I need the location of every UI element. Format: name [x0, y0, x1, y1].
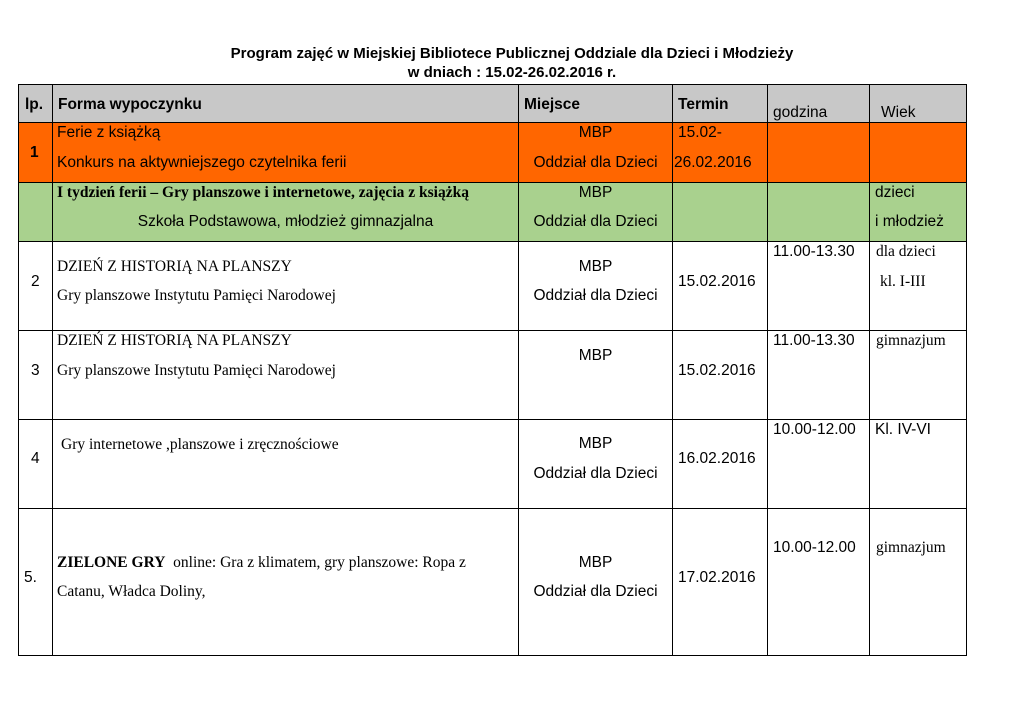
row-3-forma-line-2: Gry planszowe Instytutu Pamięci Narodowej: [57, 362, 336, 379]
row-2-termin: 15.02.2016: [678, 273, 756, 290]
row-green-miejsce-line-2: Oddział dla Dzieci: [533, 213, 658, 230]
row-2-wiek-line-1: dla dzieci: [876, 243, 936, 260]
row-green-forma-line-2: Szkoła Podstawowa, młodzież gimnazjalna: [137, 213, 434, 230]
row-1-miejsce-line-2: Oddział dla Dzieci: [533, 154, 658, 171]
row-1-lp: 1: [30, 144, 39, 161]
row-2-godzina: 11.00-13.30: [773, 243, 855, 260]
row-5-wiek: gimnazjum: [876, 539, 946, 556]
row-4-miejsce-line-2: Oddział dla Dzieci: [533, 465, 658, 482]
row-5-miejsce-line-1: MBP: [578, 554, 613, 571]
row-3-godzina: 11.00-13.30: [773, 332, 855, 349]
row-1-forma-line-2: Konkurs na aktywniejszego czytelnika ferii: [57, 154, 347, 171]
header-wiek: Wiek: [881, 104, 916, 121]
row-1-termin-line-2: 26.02.2016: [674, 154, 752, 171]
row-3-wiek: gimnazjum: [876, 332, 946, 349]
row-5-forma-bold: ZIELONE GRY: [57, 554, 166, 571]
row-green-miejsce-line-1: MBP: [578, 184, 613, 201]
row-2-wiek-line-2: kl. I-III: [880, 273, 926, 290]
row-3-termin: 15.02.2016: [678, 362, 756, 379]
header-lp: lp.: [25, 96, 44, 113]
row-5-forma-rest: online: Gra z klimatem, gry planszowe: Ropa z: [165, 554, 466, 571]
row-green-wiek-line-2: i młodzież: [875, 213, 944, 230]
title-line-1: Program zajęć w Miejskiej Bibliotece Publicznej Oddziale dla Dzieci i Młodzieży: [230, 45, 794, 62]
header-termin: Termin: [678, 96, 729, 113]
row-5-godzina: 10.00-12.00: [773, 539, 856, 556]
row-green-wiek-line-1: dzieci: [875, 184, 915, 201]
row-3-forma-line-1: DZIEŃ Z HISTORIĄ NA PLANSZY: [57, 332, 292, 349]
row-4-termin: 16.02.2016: [678, 450, 756, 467]
header-godzina: godzina: [773, 104, 828, 121]
row-5-miejsce-line-2: Oddział dla Dzieci: [533, 583, 658, 600]
row-3-miejsce: MBP: [578, 347, 613, 364]
header-miejsce: Miejsce: [524, 96, 581, 113]
row-5-forma-line-1: [57, 554, 466, 572]
row-4-lp: 4: [31, 450, 40, 467]
row-3-lp: 3: [31, 362, 40, 379]
row-1-miejsce-line-1: MBP: [578, 124, 613, 141]
row-4-wiek: Kl. IV-VI: [875, 421, 931, 438]
row-green-forma-line-1: I tydzień ferii – Gry planszowe i internetowe, zajęcia z książką: [57, 184, 469, 201]
row-1-termin-line-1: 15.02-: [678, 124, 722, 141]
row-5-termin: 17.02.2016: [678, 569, 756, 586]
row-1-forma-line-1: Ferie z książką: [57, 124, 161, 141]
row-4-forma: Gry internetowe ,planszowe i zręcznościowe: [61, 436, 339, 453]
row-4-miejsce-line-1: MBP: [578, 435, 613, 452]
row-2-forma-line-2: Gry planszowe Instytutu Pamięci Narodowej: [57, 287, 336, 304]
title-line-2: w dniach : 15.02-26.02.2016 r.: [407, 64, 617, 81]
row-2-forma-line-1: DZIEŃ Z HISTORIĄ NA PLANSZY: [57, 258, 292, 275]
row-4-godzina: 10.00-12.00: [773, 421, 856, 438]
row-5-lp: 5.: [24, 569, 37, 586]
row-2-miejsce-line-2: Oddział dla Dzieci: [533, 287, 658, 304]
header-forma: Forma wypoczynku: [58, 96, 202, 113]
row-2-lp: 2: [31, 273, 40, 290]
row-5-forma-line-2: Catanu, Władca Doliny,: [57, 583, 206, 600]
row-2-miejsce-line-1: MBP: [578, 258, 613, 275]
